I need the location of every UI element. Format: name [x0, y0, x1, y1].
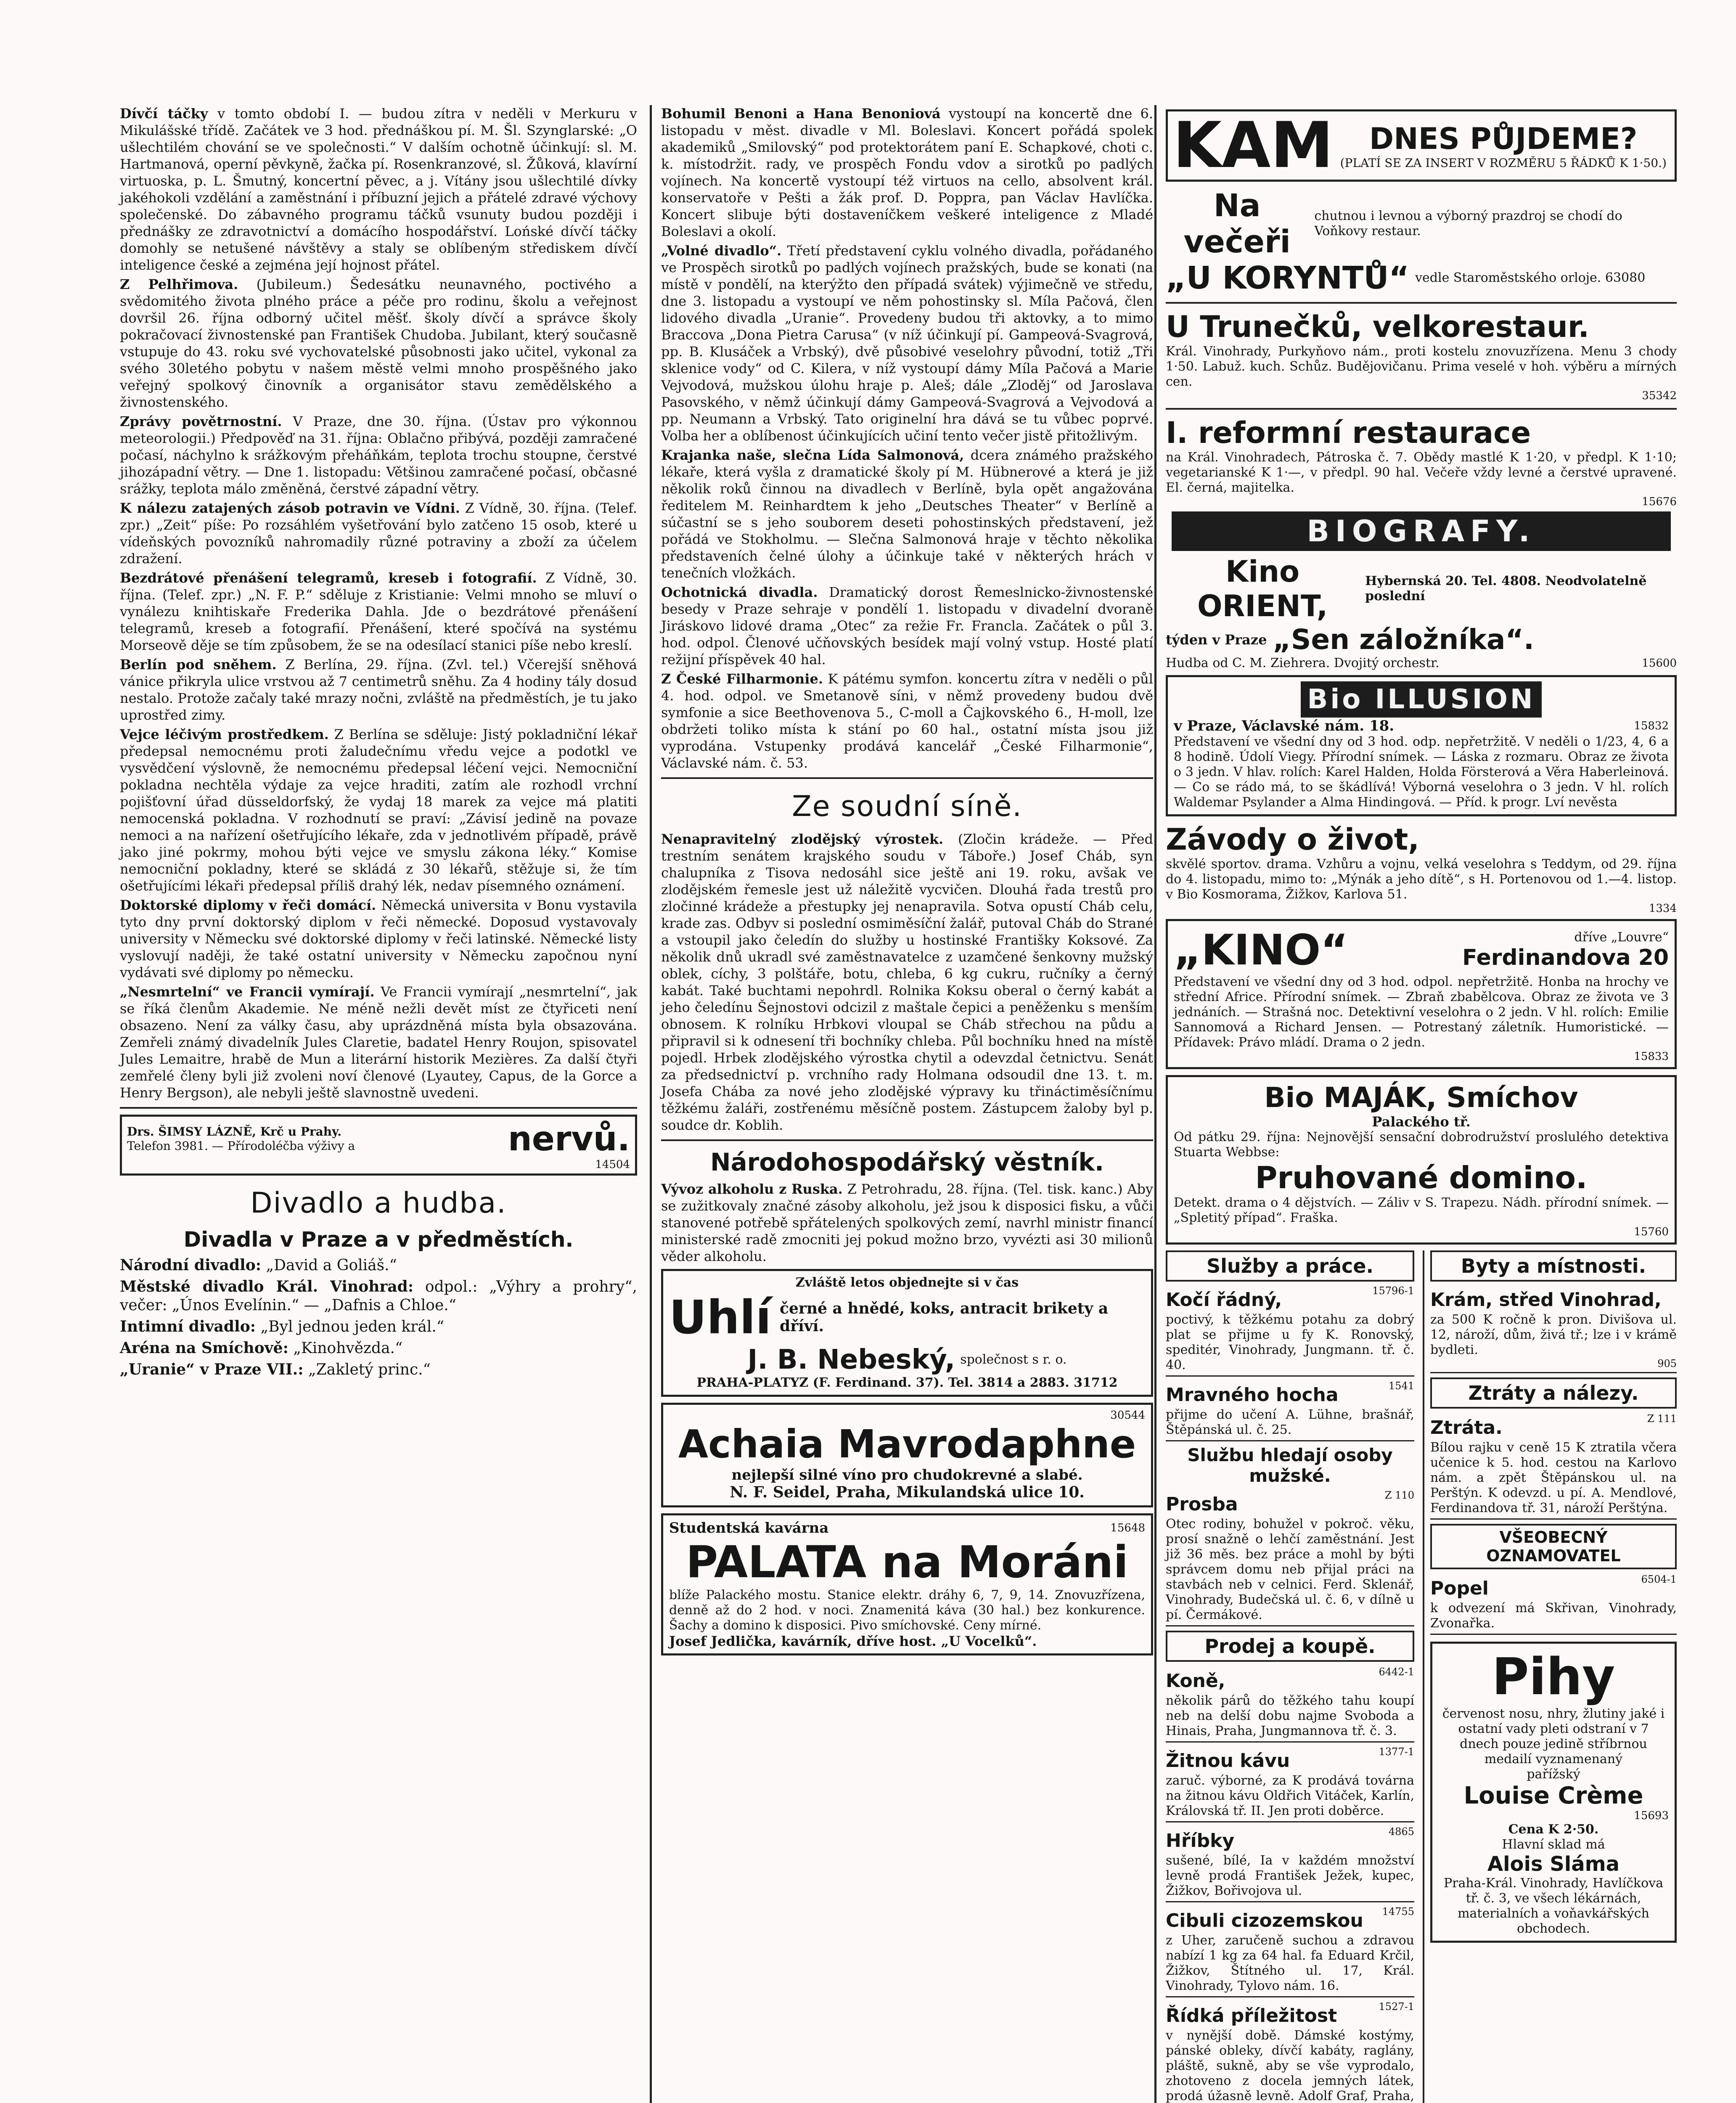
ad-kino-title: „KINO“ — [1174, 925, 1348, 975]
classified-head: Popel — [1430, 1578, 1489, 1599]
classifieds-left-b — [1166, 1489, 1414, 1626]
classified-text: Bílou rajku v ceně 15 K ztratila včera učenice k 5. hod. cestou na Karlovo nám. a zpět Štěpánskou ul. na Perštýn. K odevzd. u pí. A. Mendlové, Ferdinandova tř. 31, nároží Perštýna. — [1430, 1440, 1677, 1515]
ad-kino-num: 15833 — [1634, 1050, 1669, 1063]
ad-zavody-title: Závody o život, — [1166, 822, 1419, 857]
theatre-play: „Kinohvězda.“ — [293, 1340, 403, 1357]
classified-head: Koně, — [1166, 1670, 1225, 1692]
classified-tail: 905 — [1657, 1358, 1677, 1369]
ad-pihy-brand: Louise Crème — [1463, 1782, 1643, 1809]
classified-text: k odvezení má Skřivan, Vinohrady, Zvonařka. — [1430, 1601, 1677, 1631]
news-lead: Bezdrátové přenášení telegramů, kreseb i fotografií. — [120, 570, 537, 586]
ad-coal-addr-text: PRAHA-PLATYZ (F. Ferdinand. 37). Tel. 3814 a 2883. — [696, 1375, 1069, 1390]
news-item — [661, 447, 1153, 581]
kam-title: KAM — [1173, 109, 1334, 182]
news-text: dcera známého pražského lékaře, která vyšla z dramatické školy pí M. Hübnerové a která je již několik roků činnou na divadlech v Berlíně, byla opět angažována ředitelem M. Reinhardtem k jeho „Deutsches Theater“ v Berlíně a súčastní se s jeho souborem deseti pohostinských představení, jež pořádá ve Stokholmu. — Slečna Salmonová hraje v těchto několika představeních čelné úlohy a účinkuje také v některých hrách v tenečních vložkách. — [661, 447, 1154, 581]
court-article — [661, 831, 1153, 1134]
ad-majak — [1166, 1075, 1677, 1245]
news-list-2 — [661, 105, 1153, 771]
theatre-item — [120, 1317, 637, 1336]
classified-head: Ztráta. — [1430, 1417, 1503, 1438]
ad-nerves — [120, 1115, 637, 1176]
kam-box — [1166, 109, 1677, 182]
classified-num: Z 111 — [1647, 1413, 1677, 1425]
classified-num: 1527-1 — [1379, 2001, 1414, 2013]
news-item — [120, 105, 637, 273]
ad-coal-company-note: společnost s r. o. — [960, 1352, 1067, 1367]
ad-kino-former: dříve „Louvre“ — [1574, 930, 1669, 945]
ad-wine — [661, 1403, 1153, 1507]
news-list-1 — [120, 105, 637, 1101]
theatre-play: „Byl jednou jeden král.“ — [260, 1318, 445, 1335]
news-item — [661, 584, 1153, 668]
ad-orient-title: Kino ORIENT, — [1197, 554, 1328, 623]
classified-head: Mravného hocha — [1166, 1384, 1339, 1406]
ad-pihy — [1430, 1642, 1677, 1943]
theatre-list — [120, 1256, 637, 1379]
ad-majak-tail: Detekt. drama o 4 dějstvích. — Záliv v S. Trapezu. Nádh. přírodní snímek. — „Spletitý případ“. Fraška. — [1174, 1195, 1669, 1225]
ad-kino-addr: Ferdinandova 20 — [1462, 945, 1669, 970]
classifieds-right — [1423, 1250, 1677, 2103]
kam-sub: DNES PŮJDEME? — [1369, 121, 1638, 156]
news-item — [120, 983, 637, 1101]
classifieds — [1166, 1250, 1677, 2103]
theatre-play: „David a Goliáš.“ — [266, 1257, 397, 1274]
ad-illusion-addr: v Praze, Václavské nám. 18. — [1174, 718, 1395, 734]
classified-head: Prosba — [1166, 1494, 1238, 1515]
classified-ad — [1166, 1666, 1414, 1743]
divider — [120, 1107, 637, 1109]
column-1 — [120, 105, 637, 2103]
classified-text: z Uher, zaručeně suchou a zdravou nabízí 1 kg za 64 hal. fa Eduard Krčil, Žižkov, Štítného ul. 17, Král. Vinohrady, Tylovo nám. 16. — [1166, 1933, 1414, 1993]
theatre-item — [120, 1256, 637, 1275]
news-text: Z Vídně, 30. října. (Telef. zpr.) „N. F. P.“ sděluje z Kristianie: Velmi mnoho se mluví o vynálezu knihtiskaře Frederika Dahla. Jde o bezdrátové přenášení telegramů, kreseb a fotografií. Přenášení, které spočívá na systému Morseově děje se tím způsobem, že se na odesílací stanici píše nebo kreslí. — [120, 570, 638, 653]
ad-trunecku-title: U Trunečků, velkorestaur. — [1166, 310, 1589, 344]
ad-cafe — [661, 1513, 1153, 1655]
classified-head: Hříbky — [1166, 1830, 1235, 1851]
theatre-item — [120, 1339, 637, 1358]
classified-ad — [1430, 1413, 1677, 1520]
economy-article — [661, 1181, 1153, 1265]
theatre-venue: Městské divadlo Král. Vinohrad: — [120, 1278, 414, 1295]
classified-head: Řídká příležitost — [1166, 2005, 1337, 2026]
ad-pihy-brand-pre: pařížský — [1527, 1767, 1580, 1782]
classified-text: zaruč. výborné, za K prodává továrna na žitnou kávu Oldřich Vitáček, Karlín, Královská tř. II. Jen proti doběrce. — [1166, 1773, 1414, 1818]
divider — [661, 777, 1153, 779]
ad-reformni-num: 15676 — [1642, 495, 1677, 508]
ad-reformni — [1166, 416, 1677, 508]
classified-num: 15796-1 — [1372, 1285, 1414, 1297]
classified-head: Krám, střed Vinohrad, — [1430, 1289, 1662, 1311]
ad-cafe-top: Studentská kavárna — [669, 1520, 829, 1536]
news-text: K pátému symfon. koncertu zítra v neděli o půl 4. hod. odpol. ve Smetanově síni, v němž provedeny budou dvě symfonie a sice Beethovenova 5., C-moll a Čajkovského 6., H-moll, lze obdržeti toliko místa k stání po 60 hal., ostatní místa jsou již vyprodána. Vstupenky prodává kancelář „České Filharmonie“, Václavské nám. č. 53. — [661, 671, 1154, 771]
ad-zavody-text: skvělé sportov. drama. Vzhůru a vojnu, velká veselohra s Teddym, od 29. října do 4. listopadu, mimo to: „Mýnák a jeho dítě“, s H. Portenovou od 1.—4. listop. v Bio Kosmorama, Žižkov, Karlova 51. — [1166, 857, 1677, 902]
classified-head: Kočí řádný, — [1166, 1289, 1282, 1311]
ad-majak-film: Pruhované domino. — [1255, 1160, 1588, 1195]
ad-koryntu — [1166, 188, 1677, 296]
ad-koryntu-big: „U KORYNTŮ“ — [1166, 260, 1410, 296]
ad-pihy-title: Pihy — [1492, 1648, 1615, 1706]
news-item — [120, 656, 637, 723]
news-text: vystoupí na koncertě dne 6. listopadu v měst. divadle v Ml. Boleslavi. Koncert pořádá spolek akademiků „Smilovský“ pod protektorátem paní E. Schapkové, choti c. k. místodržit. rady, ve prospěch Fondu vdov a sirotků po padlých vojínech. Na koncertě vystoupí též virtuos na cello, absolvent král. konservatoře v Pešti a žák prof. D. Poppra, pan Václav Havlíčka. Koncert slibuje býti dostaveníčkem veškeré inteligence z Mladé Boleslavi a okolí. — [661, 106, 1154, 239]
news-lead: Z Pelhřimova. — [120, 276, 238, 292]
biografy-banner: BIOGRAFY. — [1172, 511, 1670, 551]
news-text: Z Vídně, 30. října. (Telef. zpr.) „Zeit“ píše: Po rozsáhlém vyšetřování bylo zatčeno 15 osob, které u vídeňských povozníků nahromadily různé potraviny a zboží za účelem zdražení. — [120, 500, 638, 567]
ad-cafe-text: blíže Palackého mostu. Stanice elektr. dráhy 6, 7, 9, 14. Znovuzřízena, denně až do 2 hod. v noci. Znamenitá káva (30 hal.) bez konkurence. Šachy a domino k disposici. Pivo smíchovské. Ceny mírné. — [669, 1588, 1145, 1633]
ad-illusion — [1166, 675, 1677, 816]
news-text: Německá universita v Bonu vystavila tyto dny první doktorský diplom v řeči německé. Doposud vystavovaly university v Německu své doktorské diplomy v řeči latinské. Německé listy vyslovují naději, že také ostatní university v Německu započnou nyní vydávati své diplomy po německu. — [120, 897, 638, 980]
ad-kino — [1166, 919, 1677, 1069]
theatre-venue: Intimní divadlo: — [120, 1318, 256, 1335]
ad-koryntu-tail: vedle Staroměstského orloje. 63080 — [1415, 270, 1646, 285]
ad-trunecku-num: 35342 — [1642, 389, 1677, 402]
ad-cafe-num: 15648 — [1110, 1522, 1145, 1534]
ad-pihy-text: červenost nosu, nhry, žlutiny jaké i ostatní vady pleti odstraní v 7 dnech pouze jedině stříbrnou medailí vyznamenaný — [1442, 1706, 1665, 1767]
ad-trunecku — [1166, 310, 1677, 402]
classified-ad — [1166, 1826, 1414, 1902]
classifieds-right-c — [1430, 1573, 1677, 1635]
ad-orient-note: Hudba od C. M. Ziehrera. Dvojitý orchestr. — [1166, 656, 1440, 670]
classifieds-right-a — [1430, 1285, 1677, 1373]
court-text: (Zločin krádeže. — Před trestním senátem krajského soudu v Táboře.) Josef Cháb, syn chalupníka z Tisova nedosáhl sice ještě ani 19. roku, avšak ve zlodějském řemesle jest už náležitě vycvičen. Dlouhá řada trestů pro zločinné krádeže a přestupky jej nenapravila. Sotva opustí Cháb celu, krade zas. Odbyv si poslední osmiměsíční žalář, putoval Cháb do Strané a vstoupil jako čeledín do služby u hostinské Františky Koksové. Za několik dnů ukradl své zaměstnavatelce z uzamčené šenkovny mužský oblek, cíchy, 3 polštáře, botu, chleba, 6 kg cukru, ručníky a černý kabát. Také buchtami nepohrdl. Rolnika Koksu oberal o černý kabát a jeho čeledínu Šejnostovi odcizil z maštale čepici a peněženku s menším obnosem. K rolníku Hrbkovi vloupal se Cháb střechou na půdu a připravil si k odnesení tři bochníky chleba. Půl bochníku hned na místě pojedl. Hrbek zlodějského výrostka chytil a odevzdal četnictvu. Senát za předsednictví p. vrchního rady Holmana odsoudil dne 13. t. m. Josefa Chába za nové jeho zlodějské výpravy ku třináctiměsíčnímu těžkému žaláři, zostřenému měsíčně postem. Zástupcem žaloby byl p. soudce dr. Koblih. — [661, 831, 1153, 1133]
news-item — [120, 569, 637, 654]
news-text: v tomto období I. — budou zítra v neděli v Merkuru v Mikulášské třídě. Začátek ve 3 hod. přednáškou pí. M. Šl. Szynglarské: „O ušlechtilém chování se ve společnosti.“ V dalším ochotně účinkují: sl. M. Hartmanová, operní pěvkyně, žačka pí. Rosenkranzové, sl. Žůková, klavírní virtuoska, p. L. Šmutný, koncertní pěvec, a j. Vítány jsou ušlechtilé dívky jakéhokoli vzdělání a zaměstnání i příbuzní jejich a přátelé zdravé výchovy společenské. Do zábavného programu táčků vsunuty budou později i přednášky ze zdravotnictví a domácího hospodářství. Lońské dívčí táčky domohly se netušené návštěvy a staly se oblíbeným střediskem dívčí inteligence české a zejména její hojnost přátel. — [120, 106, 638, 273]
kam-note: (PLATÍ SE ZA INSERT V ROZMĚRU 5 ŘÁDKŮ K 1·50.) — [1340, 156, 1667, 170]
classified-text: přijme do učení A. Lühne, brašnář, Štěpánská ul. č. 25. — [1166, 1407, 1414, 1437]
classified-ad — [1166, 2001, 1414, 2103]
column-3 — [1154, 105, 1677, 2103]
ad-nerves-num: 14504 — [595, 1158, 630, 1171]
ad-majak-addr: Palackého tř. — [1372, 1114, 1471, 1130]
news-text: (Jubileum.) Šedesátku neunavného, poctivého a svědomitého života plného práce a péče pro rodinu, školu a veřejnost dovršil 26. října odborný učitel měšť. školy dívčí a správce školy pokračovací živnostenské pan František Chudoba. Jubilant, který současně vstupuje do 43. roku své vychovatelské působnosti jako učitel, vykonal za svého 30letého pobytu v našem městě velmi mnoho prospěšného jako veřejný spolkový činovník a organisátor stavu zemědělského a živnostenského. — [120, 276, 637, 410]
classified-head: Cibuli cizozemskou — [1166, 1910, 1363, 1931]
news-text: Třetí představení cyklu volného divadla, pořádaného ve Prospěch sirotků po padlých vojínech pražských, bude se konati (na místě v pondělí, na kterýžto den případá svátek) výjimečně ve středu, dne 3. listopadu a vystoupí ve něm pohostinsky sl. Míla Pačová, člen lidového divadla „Uranie“. Provedeny budou tři aktovky, a to mimo Braccova „Dona Pietra Carusa“ (v níž účinkují pí. Gampeová-Svagrová, pp. B. Klusáček a Vrbský), dvě působivé veselohry původní, totiž „Tři sklenice vody“ od C. Kilera, v níž vystoupí dámy Míla Pačová a Marie Vejvodová, mužskou úlohu hraje p. Aleš; dále „Zloděj“ od Jaroslava Pasovského, v němž účinkují dámy Gampeová-Svagrová a Vejvodová a pp. Neumann a Vrbský. Tato originelní hra dává se tu vůbec poprvé. Volba her a oblíbenost účinkujících učiní tento večer jistě přitožlivým. — [661, 243, 1153, 444]
divider — [1166, 408, 1677, 410]
ad-orient-film: „Sen záložníka“. — [1273, 623, 1534, 656]
ad-majak-title: Bio MAJÁK, Smíchov — [1264, 1081, 1578, 1114]
section-prodej: Prodej a koupě. — [1166, 1631, 1414, 1662]
news-item — [661, 670, 1153, 771]
ad-nerves-right: Telefon 3981. — Přírodoléčba výživy a — [127, 1139, 355, 1153]
theatre-item — [120, 1277, 637, 1315]
divider — [1166, 302, 1677, 304]
ad-majak-text: Od pátku 29. října: Nejnovější sensační dobrodružství proslulého detektiva Stuarta Webbse: — [1174, 1130, 1669, 1160]
news-item — [120, 413, 637, 497]
news-text: V Praze, dne 30. října. (Ústav pro výkonnou meteorologii.) Předpověď na 31. října: Oblačno přibývá, později zamračené počasí, náchylno k srážkovým přeháňkám, teplota trochu stoupne, čerstvé jihozápadní větry. — Dne 1. listopadu: Většinou zamračené počasí, občasné srážky, teplota málo změněná, čerstvé západní větry. — [120, 413, 637, 497]
classified-num: 1541 — [1388, 1380, 1414, 1392]
classified-ad — [1166, 1380, 1414, 1441]
news-text: Z Berlína, 29. října. (Zvl. tel.) Včerejší sněhová vánice přikryla ulice vrstvou až 7 centimetrů sněhu. Za 4 hodiny tály dosud nestalo. Protože začaly také mrazy nočni, zvláště na předměstích, je tu jako uprostřed zimy. — [120, 657, 638, 723]
ad-cafe-owner: Josef Jedlička, kavárník, dříve host. „U Vocelků“. — [669, 1633, 1037, 1649]
ad-coal-top: Zvláště letos objednejte si v čas — [795, 1275, 1019, 1290]
ad-orient-addr: Hybernská 20. Tel. 4808. Neodvolatelně poslední — [1365, 574, 1647, 604]
theatre-venue: Národní divadlo: — [120, 1256, 262, 1274]
court-lead: Nenapravitelný zlodějský výrostek. — [661, 831, 944, 847]
ad-pihy-num: 15693 — [1634, 1809, 1669, 1822]
ad-wine-line1: nejlepší silné víno pro chudokrevné a slabé. — [731, 1467, 1083, 1483]
economy-title: Národohospodářský věstník. — [710, 1148, 1104, 1176]
theatre-item — [120, 1360, 637, 1379]
news-lead: Zprávy povětrnostní. — [120, 413, 282, 429]
news-item — [120, 276, 637, 411]
classified-ad — [1430, 1285, 1677, 1373]
classified-text: několik párů do těžkého tahu koupí neb na delší dobu najme Svoboda a Hinais, Praha, Jungmannova tř. č. 3. — [1166, 1693, 1414, 1738]
ad-kino-text: Představení ve všední dny od 3 hod. odpol. nepřetržitě. Honba na hrochy ve střední Africe. Přírodní snímek. — Zbraň zbabělcova. Obraz ze života ve 3 jednáních. — Strašná noc. Detektivní veselohra o 2 jedn. V hl. rolích: Emilie Sannomová a Richard Jensen. — Potrestaný záletník. Humoristické. — Přídavek: Právo mládí. Drama o 2 jedn. — [1174, 975, 1669, 1050]
classified-num: 4865 — [1388, 1826, 1414, 1838]
news-lead: Doktorské diplomy v řeči domácí. — [120, 897, 376, 913]
ad-illusion-title: Bio ILLUSION — [1301, 681, 1542, 718]
news-lead: Bohumil Benoni a Hana Benoniová — [661, 106, 941, 122]
news-item — [661, 105, 1153, 240]
section-ztraty: Ztráty a nálezy. — [1430, 1377, 1677, 1409]
classified-num: 1377-1 — [1379, 1746, 1414, 1758]
theatre-subtitle: Divadla v Praze a v předměstích. — [183, 1227, 574, 1252]
news-lead: K nálezu zatajených zásob potravin ve Vídni. — [120, 500, 460, 516]
section-byty: Byty a místnosti. — [1430, 1250, 1677, 1282]
ad-majak-num: 15760 — [1634, 1226, 1669, 1238]
news-lead: Z České Filharmonie. — [661, 671, 823, 687]
theatre-venue: „Uranie“ v Praze VII.: — [120, 1361, 304, 1378]
news-lead: Krajanka naše, slečna Lída Salmonová, — [661, 447, 964, 463]
news-text: Ve Francii vymírají „nesmrtelní“, jak se říká členům Akademie. Ne méně nežli devět míst ze čtyřiceti není obsazeno. Není za války času, aby uprázdněná místa byla obsazována. Zemřeli známý divadelník Jules Claretie, badatel Henry Roujon, spisovatel Jules Lemaitre, hrabě de Mun a literární historik Mezières. Za další čtyři zemřelé členy byli již zvoleni noví členové (Lyautey, Capus, de la Gorce a Henry Bergson), ale nebyli ještě slavnostně uvedeni. — [120, 984, 638, 1101]
news-lead: „Volné divadlo“. — [661, 243, 782, 259]
economy-text: Z Petrohradu, 28. října. (Tel. tisk. kanc.) Aby se zužitkovaly značné zásoby alkoholu, jež jsou k disposici fisku, a vůči stanovené potřebě spřátelených spolkových zemí, navrhl ministr financí ministerské radě zmocniti jej pokud možno brzo, vyvézti asi 30 milionů věder alkoholu. — [661, 1181, 1154, 1264]
news-item — [120, 500, 637, 567]
ad-coal-desc: černé a hnědé, koks, antracit brikety a dříví. — [780, 1300, 1109, 1335]
classified-ad — [1166, 1285, 1414, 1377]
ad-wine-line2: N. F. Seidel, Praha, Mikulandská ulice 10. — [730, 1483, 1085, 1501]
ad-pihy-seller: Alois Sláma — [1487, 1852, 1620, 1876]
news-text: Z Berlína se sděluje: Jistý pokladniční lékař předepsal nemocnému proti žaludečnímu vředu vejce a podotkl ve vysvědčení výslovně, že nemocnému předepsal léčení vejci. Nemocniční pokladna nechtěla výdaje za vejce hraditi, zatím ale rozhodl vrchní pojišťovní úřad düsseldorfský, že vydaj 18 marek za vejce má platiti nemocenská pokladna. V rozhodnutí se praví: „Závisí jedině na povaze nemoci a na nařízení ošetřujícího lékaře, zda v jednotlivém případě, právě jako jiné pokrmy, mohou býti vejce ve smyslu zákona léky.“ Komise nemocniční pokladny, které se skládá z 30 lékařů, stěžuje si, že tím ošetřujícími lékaři předepsal příliš drahý lék, nedav písemného oznámení. — [120, 726, 638, 894]
ad-coal-addr — [669, 1375, 1145, 1391]
column-2 — [650, 105, 1153, 2103]
classified-num: Z 110 — [1384, 1489, 1414, 1501]
ad-orient-week: týden v Praze — [1166, 631, 1267, 648]
ad-illusion-num: 15832 — [1634, 720, 1669, 732]
classified-text: sušené, bílé, Ia v každém množství levně prodá František Ježek, kupec, Žižkov, Bořivojova ul. — [1166, 1853, 1414, 1898]
section-oznamovatel: VŠEOBECNÝ OZNAMOVATEL — [1430, 1524, 1677, 1569]
classified-ad — [1166, 1906, 1414, 1997]
classified-text: za 500 K ročně k pron. Divišova ul. 12, nároží, dům, živá tř.; lze i v krámě bydleti. — [1430, 1312, 1677, 1357]
classified-head: Žitnou kávu — [1166, 1750, 1290, 1772]
ad-nerves-word: nervů. — [508, 1119, 630, 1158]
ad-trunecku-text: Král. Vinohrady, Purkyňovo nám., proti kostelu znovuzřízena. Menu 3 chody 1·50. Labuž. kuch. Schůz. Budějovičanu. Prima veselé v hoh. výběru a mírných cen. — [1166, 344, 1677, 389]
classified-num: 6504-1 — [1641, 1573, 1677, 1585]
economy-lead: Vývoz alkoholu z Ruska. — [661, 1181, 843, 1197]
classified-ad — [1430, 1573, 1677, 1635]
theatre-play: „Zakletý princ.“ — [308, 1361, 431, 1378]
ad-wine-title: Achaia Mavrodaphne — [678, 1422, 1136, 1467]
court-title: Ze soudní síně. — [792, 790, 1022, 823]
news-lead: Berlín pod sněhem. — [120, 657, 277, 673]
news-lead: Vejce léčivým prostředkem. — [120, 726, 329, 742]
news-item — [120, 897, 637, 981]
divider — [661, 1139, 1153, 1141]
ad-koryntu-title: Na večeři — [1183, 188, 1291, 260]
ad-orient-num: 15600 — [1642, 657, 1677, 670]
theatre-title: Divadlo a hudba. — [250, 1187, 507, 1220]
classified-text: v nynější době. Dámské kostýmy, pánské obleky, dívčí kabáty, raglány, pláště, sukně, aby se vše vyprodalo, zhotoveno z docela jemných látek, prodá úžasně levně. Adolf Graf, Praha, — [1166, 2028, 1414, 2103]
section-hledaji: Službu hledají osoby mužské. — [1187, 1445, 1393, 1486]
section-sluzby: Služby a práce. — [1166, 1250, 1414, 1282]
ad-coal-company: J. B. Nebeský, — [747, 1344, 955, 1375]
news-text: Dramatický dorost Řemeslnicko-živnostenské besedy v Praze sehraje v pondělí 1. listopadu v divadelní dvoraně Jiráskovo lidové drama „Otec“ za režie Fr. Francla. Začátek o půl 3. hod. odpol. Členové učňovských besídek mají volný vstup. Hosté platí režijní příspěvek 40 hal. — [661, 584, 1154, 667]
ad-zavody-num: 1334 — [1649, 902, 1677, 915]
ad-pihy-place: Hlavní sklad má — [1502, 1837, 1605, 1852]
classified-text: poctivý, k těžkému potahu za dobrý plat se přijme u fy K. Ronovský, speditér, Vinohrady, Jungmann. tř. č. 40. — [1166, 1312, 1414, 1372]
ad-coal-word: Uhlí — [669, 1290, 772, 1344]
classified-text: Otec rodiny, bohužel v pokroč. věku, prosí snažně o lehčí zaměstnání. Jest již 36 měs. bez práce a mohl by býti správcem domu neb přijal práci na stavbách neb v celnici. Ferd. Sklenář, Vinohrady, Budečská ul. č. 6, v dílně u pí. Čermákové. — [1166, 1517, 1414, 1622]
news-lead: Ochotnická divadla. — [661, 584, 818, 600]
classifieds-left-a — [1166, 1285, 1414, 1441]
classifieds-left-c — [1166, 1666, 1414, 2103]
ad-orient — [1166, 554, 1677, 671]
ad-coal — [661, 1269, 1153, 1397]
theatre-venue: Aréna na Smíchově: — [120, 1339, 288, 1357]
news-item — [120, 726, 637, 894]
classified-ad — [1166, 1489, 1414, 1626]
ad-cafe-title: PALATA na Moráni — [686, 1536, 1128, 1588]
news-lead: Dívčí táčky — [120, 106, 208, 122]
ad-zavody — [1166, 822, 1677, 915]
ad-reformni-title: I. reformní restaurace — [1166, 416, 1531, 450]
classified-num: 6442-1 — [1379, 1666, 1414, 1678]
classifieds-left — [1166, 1250, 1414, 2103]
ad-koryntu-text: chutnou i levnou a výborný prazdroj se chodí do Voňkovy restaur. — [1314, 209, 1622, 238]
ad-nerves-left: Drs. ŠIMSY LÁZNĚ, Krč u Prahy. — [127, 1124, 341, 1139]
classified-num: 14755 — [1382, 1906, 1414, 1918]
ad-illusion-text: Představení ve všední dny od 3 hod. odp. nepřetržitě. V neděli o 1/23, 4, 6 a 8 hodině. Údolí Viegy. Přírodní snímek. — Láska z rozmaru. Obraz ze života o 3 jedn. V hlav. rolích: Karel Halden, Holda Försterová a Věra Haberleinová. — Co se rádo má, to se škádlívá! Výborná veselohra o 3 jedn. V hl. rolích Waldemar Psylander a Alma Hindingová. — Příd. k progr. Lví nevěsta — [1174, 734, 1669, 810]
theatre-play: odpol.: „Výhry a prohry“, večer: „Únos Evelínin.“ — „Dafnis a Chloe.“ — [120, 1278, 637, 1314]
ad-coal-num: 31712 — [1074, 1375, 1118, 1390]
news-item — [661, 242, 1153, 444]
ad-pihy-price: Cena K 2·50. — [1508, 1822, 1599, 1837]
classified-ad — [1166, 1746, 1414, 1822]
classifieds-right-b — [1430, 1413, 1677, 1520]
ad-wine-num: 30544 — [1110, 1409, 1145, 1422]
news-lead: „Nesmrtelní“ ve Francii vymírají. — [120, 984, 375, 1000]
ad-pihy-addr: Praha-Král. Vinohrady, Havlíčkova tř. č. 3, ve všech lékárnách, materialních a voňavkářských obchodech. — [1443, 1876, 1663, 1936]
ad-reformni-text: na Král. Vinohradech, Pátroska č. 7. Obědy mastlé K 1·20, v předpl. K 1·10; vegetarianské K 1·—, v předpl. 90 hal. Večeře vždy levné a čerstvé upravené. El. černá, majitelka. — [1166, 450, 1677, 495]
restaurant-ads — [1166, 188, 1677, 508]
